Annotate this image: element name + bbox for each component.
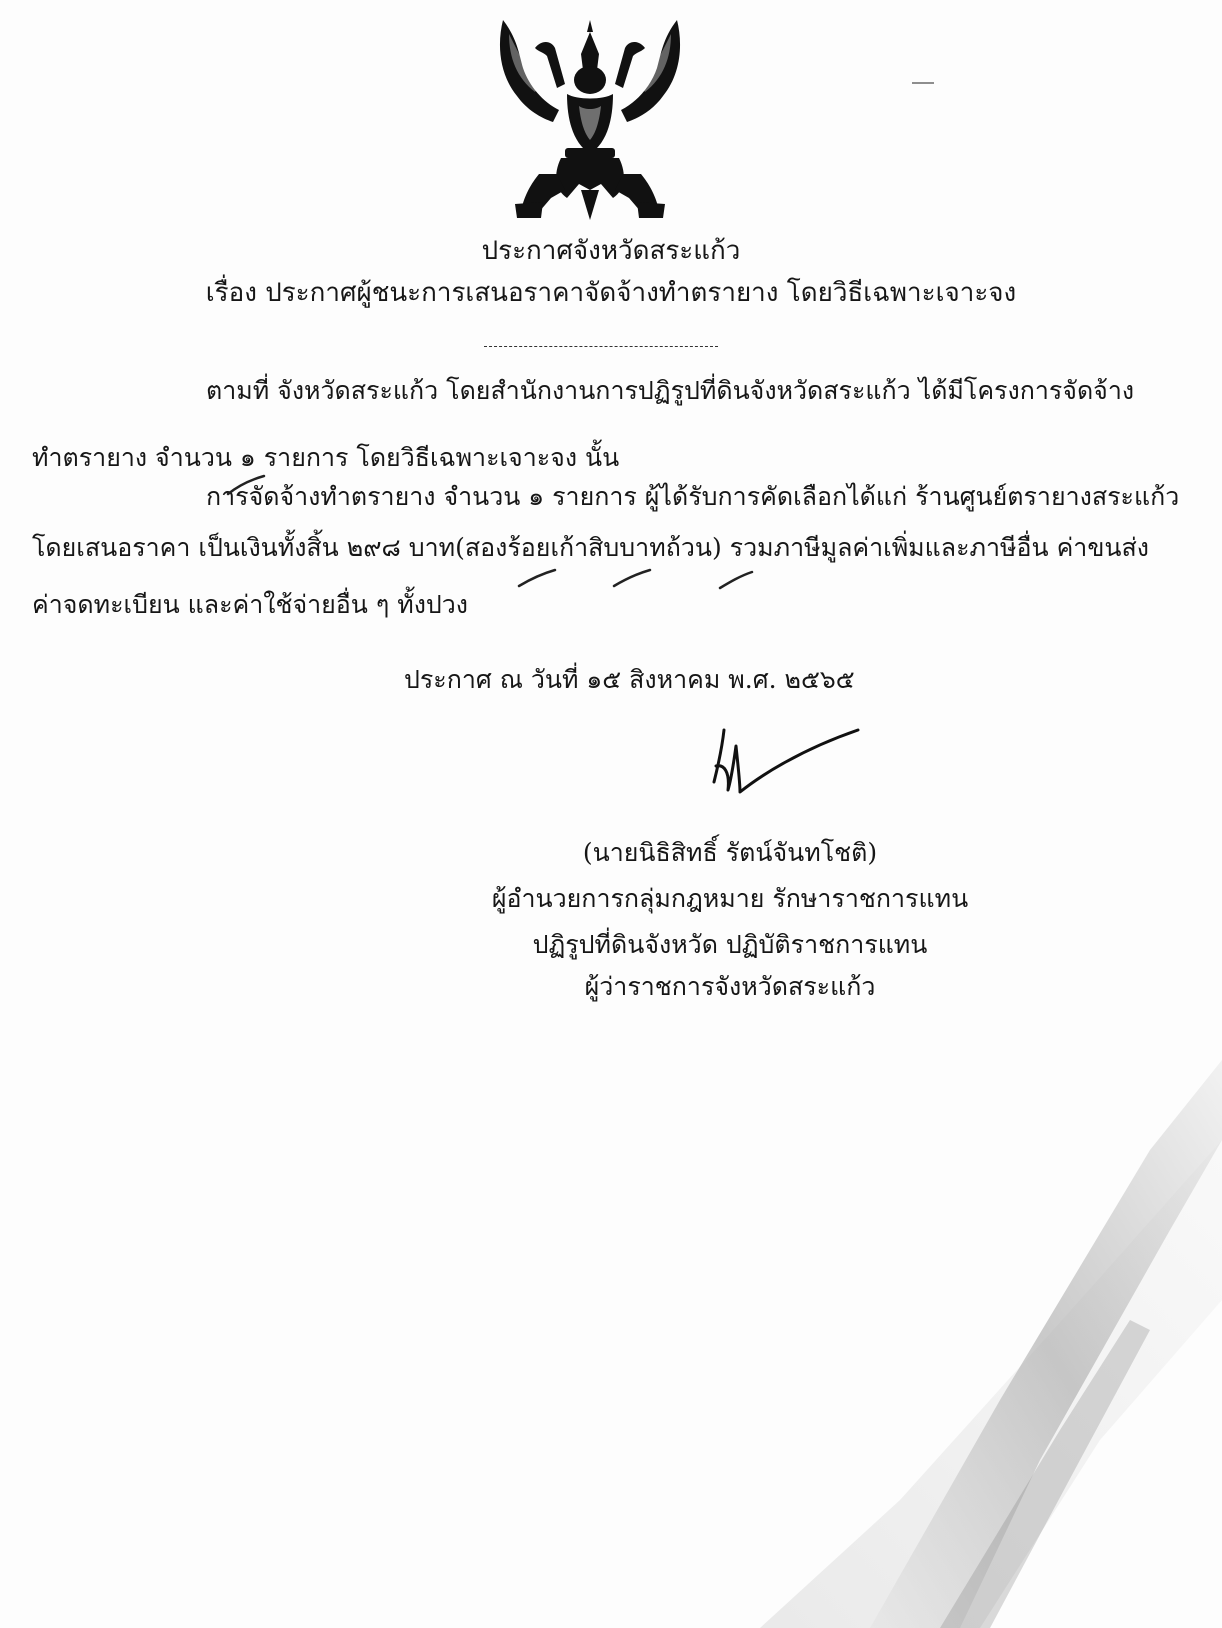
- paragraph-2-line-3: ค่าจดทะเบียน และค่าใช้จ่ายอื่น ๆ ทั้งปวง: [32, 590, 469, 619]
- signatory-position-1: ผู้อำนวยการกลุ่มกฎหมาย รักษาราชการแทน: [491, 884, 969, 913]
- signatory-position-2: ปฏิรูปที่ดินจังหวัด ปฏิบัติราชการแทน: [532, 930, 928, 959]
- tick-mark: [718, 570, 754, 592]
- tick-mark: [226, 474, 266, 498]
- signature: [710, 726, 862, 800]
- paragraph-2-line-1: การจัดจ้างทำตรายาง จำนวน ๑ รายการ ผู้ได้รับการคัดเลือกได้แก่ ร้านศูนย์ตรายางสระแก้ว: [206, 482, 1180, 511]
- announcement-date: ประกาศ ณ วันที่ ๑๕ สิงหาคม พ.ศ. ๒๕๖๕: [404, 665, 855, 694]
- signatory-position-3: ผู้ว่าราชการจังหวัดสระแก้ว: [584, 972, 876, 1001]
- paragraph-2-line-2: โดยเสนอราคา เป็นเงินทั้งสิ้น ๒๙๘ บาท(สองร้อยเก้าสิบบาทถ้วน) รวมภาษีมูลค่าเพิ่มและภาษีอื่น ค่าขนส่ง: [32, 533, 1149, 562]
- signatory-name: (นายนิธิสิทธิ์ รัตน์จันทโชติ): [582, 838, 878, 867]
- paragraph-1-line-2: ทำตรายาง จำนวน ๑ รายการ โดยวิธีเฉพาะเจาะจง นั้น: [32, 443, 620, 472]
- stray-pen-mark: [912, 82, 934, 84]
- garuda-emblem-icon: [495, 14, 685, 222]
- tick-mark: [612, 566, 652, 590]
- announcement-title: ประกาศจังหวัดสระแก้ว: [481, 236, 741, 266]
- paragraph-1-line-1: ตามที่ จังหวัดสระแก้ว โดยสำนักงานการปฏิรูปที่ดินจังหวัดสระแก้ว ได้มีโครงการจัดจ้าง: [206, 376, 1135, 405]
- announcement-subject: เรื่อง ประกาศผู้ชนะการเสนอราคาจัดจ้างทำตรายาง โดยวิธีเฉพาะเจาะจง: [205, 278, 1017, 308]
- tick-mark: [517, 566, 557, 590]
- divider: [484, 346, 718, 347]
